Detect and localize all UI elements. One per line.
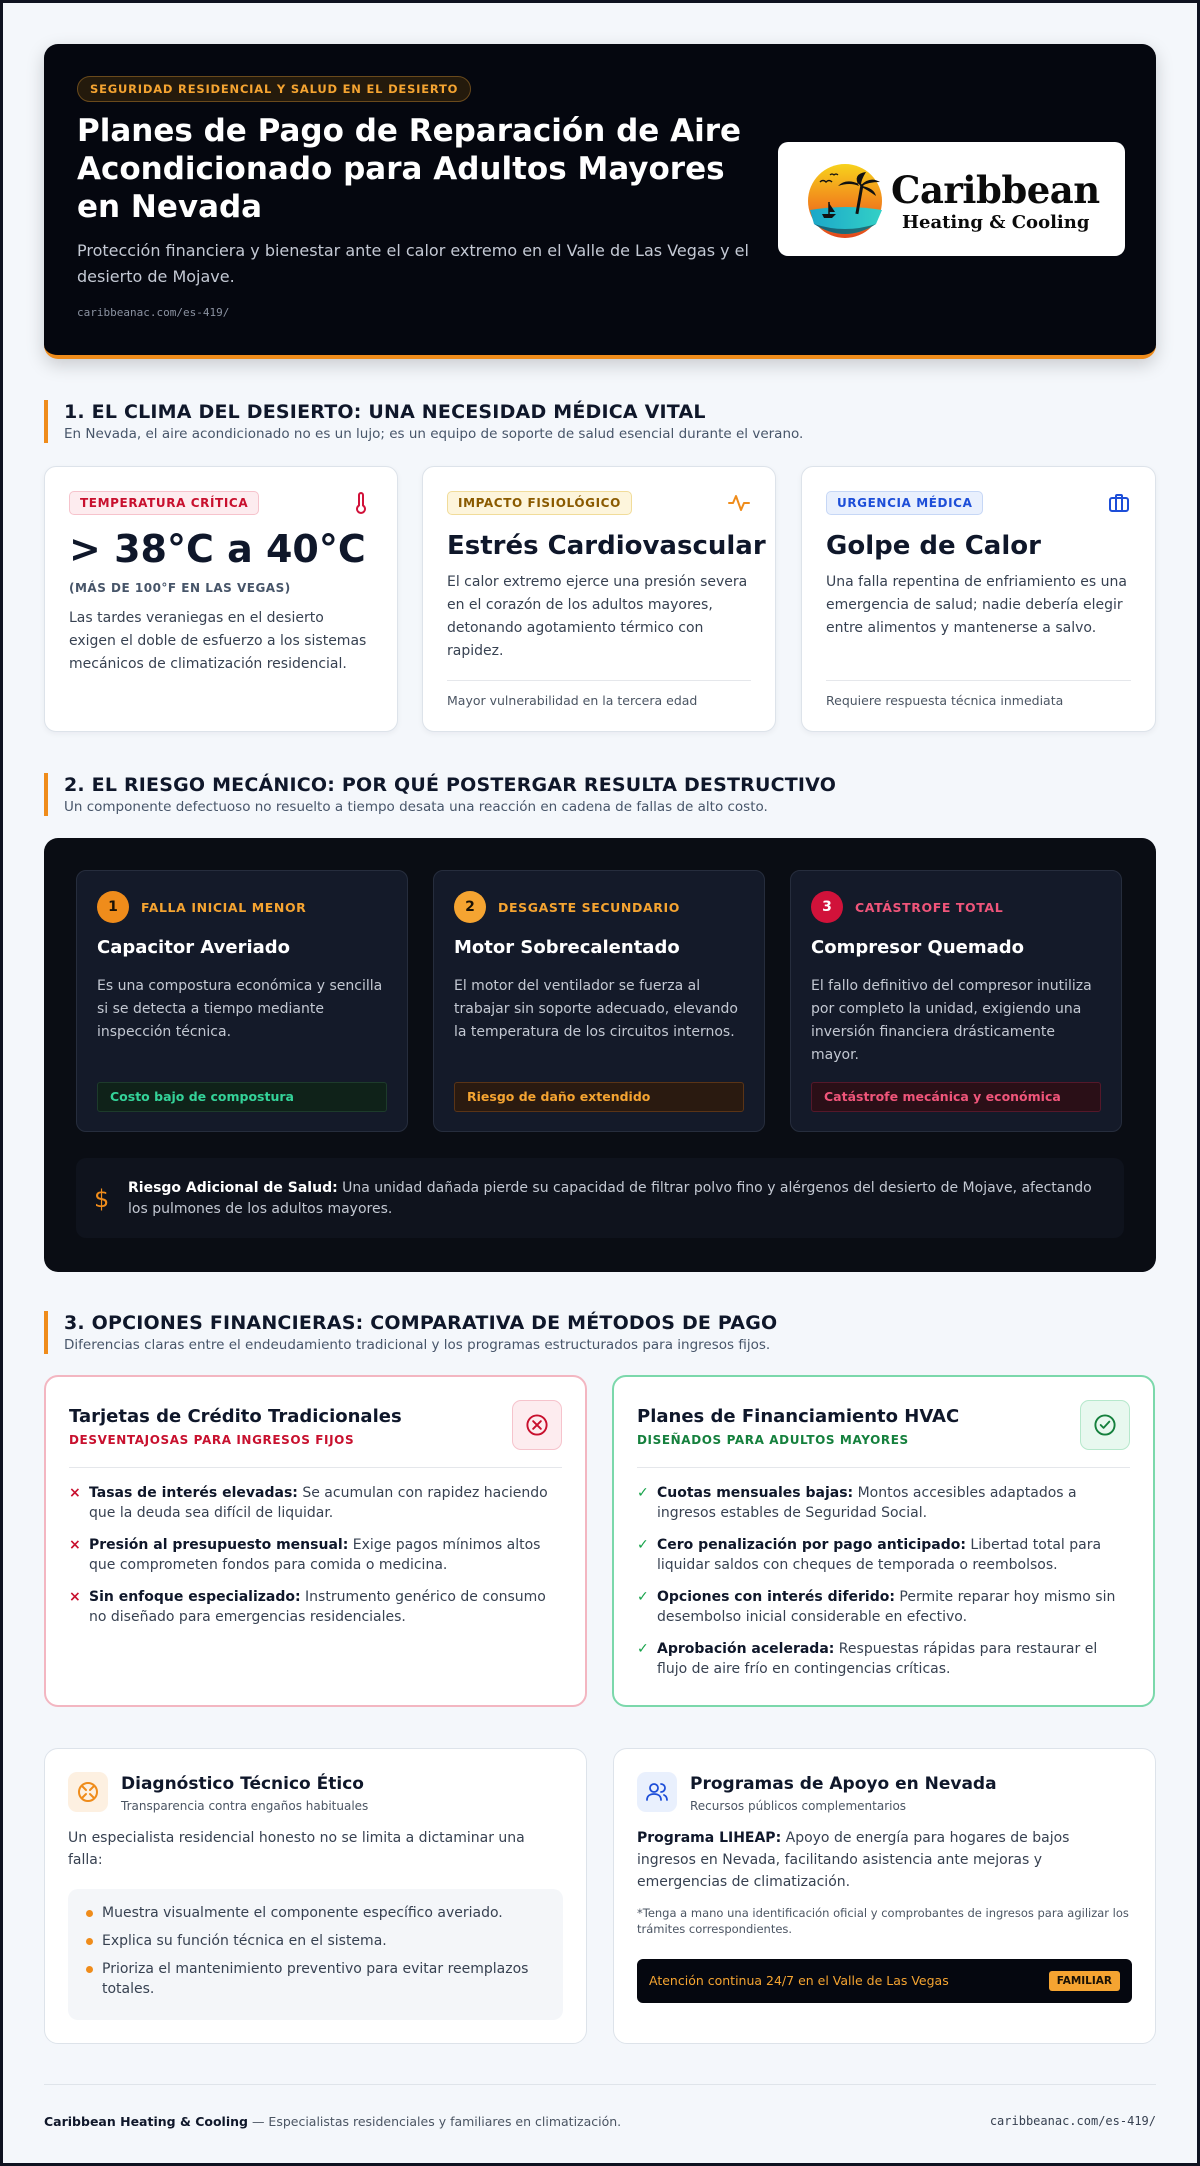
dollar-icon: $ xyxy=(94,1185,110,1213)
ethical-diagnosis-card xyxy=(44,1748,587,2044)
list-item: Prioriza el mantenimiento preventivo para evitar reemplazos totales. xyxy=(86,1959,545,1999)
step-heading: Capacitor Averiado xyxy=(97,937,291,958)
check-circle-icon xyxy=(1080,1400,1130,1450)
step-card-2 xyxy=(433,870,765,1132)
logo-tagline: Heating & Cooling xyxy=(902,212,1090,233)
section-title: 1. EL CLIMA DEL DESIERTO: UNA NECESIDAD MÉDICA VITAL xyxy=(64,401,706,423)
x-circle-icon xyxy=(512,1400,562,1450)
check-icon: ✓ xyxy=(637,1537,649,1553)
thermometer-icon xyxy=(349,491,373,515)
temperature-note: (MÁS DE 100°F EN LAS VEGAS) xyxy=(69,581,291,595)
card-text: Una falla repentina de enfriamiento es una emergencia de salud; nadie debería elegir entre alimentos y mantenerse a salvo. xyxy=(826,574,1127,636)
liheap-body: Apoyo de energía para hogares de bajos ingresos en Nevada, facilitando asistencia ante mejoras y emergencias de climatización. xyxy=(637,1830,1070,1890)
list-item xyxy=(637,1535,1127,1575)
step-text: Es una compostura económica y sencilla si se detecta a tiempo mediante inspección técnica. xyxy=(97,978,383,1040)
page-title: Planes de Pago de Reparación de Aire Acondicionado para Adultos Mayores en Nevada xyxy=(77,113,742,225)
footer-credit xyxy=(44,2114,621,2129)
list-item xyxy=(69,1535,559,1575)
comparison-subtitle: DISEÑADOS PARA ADULTOS MAYORES xyxy=(637,1433,909,1447)
item-label: Cuotas mensuales bajas: xyxy=(657,1485,854,1501)
briefcase-icon xyxy=(1107,491,1131,515)
page-subtitle: Protección financiera y bienestar ante el calor extremo en el Valle de Las Vegas y el desierto de Mojave. xyxy=(77,241,749,286)
step-tag: Catástrofe mecánica y económica xyxy=(811,1082,1101,1112)
list-item: Muestra visualmente el componente específico averiado. xyxy=(86,1903,545,1923)
step-tag: Riesgo de daño extendido xyxy=(454,1082,744,1112)
step-text: El fallo definitivo del compresor inutiliza por completo la unidad, exigiendo una inversión financiera drásticamente mayor. xyxy=(811,978,1092,1063)
support-banner-text: Atención continua 24/7 en el Valle de Las Vegas xyxy=(649,1973,949,1988)
item-label: Sin enfoque especializado: xyxy=(89,1589,301,1605)
step-number: 3 xyxy=(811,891,843,923)
check-icon: ✓ xyxy=(637,1485,649,1501)
company-logo xyxy=(778,142,1125,256)
card-heading: Estrés Cardiovascular xyxy=(447,531,766,561)
card-text: El calor extremo ejerce una presión severa en el corazón de los adultos mayores, detonando agotamiento térmico con rapidez. xyxy=(447,574,748,659)
health-risk-label: Riesgo Adicional de Salud: xyxy=(128,1180,338,1196)
sunset-palm-logo-icon xyxy=(806,162,884,240)
hero-badge: SEGURIDAD RESIDENCIAL Y SALUD EN EL DESIERTO xyxy=(77,76,471,102)
comparison-title: Tarjetas de Crédito Tradicionales xyxy=(69,1406,402,1427)
item-label: Tasas de interés elevadas: xyxy=(89,1485,298,1501)
support-banner xyxy=(637,1959,1132,2003)
check-icon: ✓ xyxy=(637,1589,649,1605)
step-tag: Costo bajo de compostura xyxy=(97,1082,387,1112)
section-subtitle: Un componente defectuoso no resuelto a tiempo desata una reacción en cadena de fallas de alto costo. xyxy=(64,799,768,815)
footer-divider xyxy=(44,2084,1156,2085)
section-subtitle: En Nevada, el aire acondicionado no es un lujo; es un equipo de soporte de salud esencial durante el verano. xyxy=(64,426,804,442)
temperature-stat: > 38°C a 40°C xyxy=(69,527,366,571)
step-card-1 xyxy=(76,870,408,1132)
section-subtitle: Diferencias claras entre el endeudamiento tradicional y los programas estructurados para ingresos fijos. xyxy=(64,1337,771,1353)
step-label: DESGASTE SECUNDARIO xyxy=(498,900,680,915)
requirements-note: *Tenga a mano una identificación oficial y comprobantes de ingresos para agilizar los trámites correspondientes. xyxy=(637,1906,1129,1936)
list-item xyxy=(637,1587,1127,1627)
divider xyxy=(69,1467,562,1468)
hero-banner xyxy=(44,44,1156,359)
divider xyxy=(826,680,1131,681)
item-text: Respuestas rápidas para restaurar el flujo de aire frío en contingencias críticas. xyxy=(657,1641,1098,1677)
ethics-list xyxy=(68,1889,563,2020)
section-title: 3. OPCIONES FINANCIERAS: COMPARATIVA DE MÉTODOS DE PAGO xyxy=(64,1312,778,1334)
pulse-icon xyxy=(727,491,751,515)
item-text: Montos accesibles adaptados a ingresos estables de Seguridad Social. xyxy=(657,1485,1077,1521)
list-item xyxy=(69,1483,559,1523)
risk-chain-panel xyxy=(44,838,1156,1272)
comparison-subtitle: DESVENTAJOSAS PARA INGRESOS FIJOS xyxy=(69,1433,355,1447)
step-label: CATÁSTROFE TOTAL xyxy=(855,900,1004,915)
family-badge: FAMILIAR xyxy=(1049,1971,1120,1991)
users-icon xyxy=(637,1772,677,1812)
list-item xyxy=(637,1483,1127,1523)
x-icon: × xyxy=(69,1485,81,1501)
page xyxy=(44,44,1156,2129)
step-heading: Compresor Quemado xyxy=(811,937,1025,958)
card-pill: IMPACTO FISIOLÓGICO xyxy=(447,491,632,515)
section-1-heading xyxy=(44,400,803,443)
step-label: FALLA INICIAL MENOR xyxy=(141,900,307,915)
hero-url[interactable]: caribbeanac.com/es-419/ xyxy=(77,306,230,319)
card-subtitle: Recursos públicos complementarios xyxy=(690,1799,907,1813)
x-icon: × xyxy=(69,1589,81,1605)
item-text: Instrumento genérico de consumo no diseñado para emergencias residenciales. xyxy=(89,1589,546,1625)
heatstroke-card xyxy=(801,466,1156,732)
footer-brand: Caribbean Heating & Cooling xyxy=(44,2114,248,2129)
advantages-list xyxy=(637,1483,1127,1691)
compass-icon xyxy=(68,1772,108,1812)
check-icon: ✓ xyxy=(637,1641,649,1657)
logo-wordmark: Caribbean xyxy=(891,168,1100,212)
item-text: Se acumulan con rapidez haciendo que la deuda sea difícil de liquidar. xyxy=(89,1485,548,1521)
list-item xyxy=(69,1587,559,1627)
item-label: Opciones con interés diferido: xyxy=(657,1589,895,1605)
card-heading: Golpe de Calor xyxy=(826,531,1041,561)
comparison-title: Planes de Financiamiento HVAC xyxy=(637,1406,960,1427)
card-text: Un especialista residencial honesto no se limita a dictaminar una falla: xyxy=(68,1830,525,1868)
item-text: Permite reparar hoy mismo sin desembolso inicial considerable en efectivo. xyxy=(657,1589,1116,1625)
credit-cards-comparison xyxy=(44,1375,587,1707)
disadvantages-list xyxy=(69,1483,559,1639)
step-number: 1 xyxy=(97,891,129,923)
item-text: Exige pagos mínimos altos que comprometen fondos para comida o medicina. xyxy=(89,1537,541,1573)
health-risk-callout xyxy=(76,1158,1124,1238)
step-heading: Motor Sobrecalentado xyxy=(454,937,680,958)
item-label: Cero penalización por pago anticipado: xyxy=(657,1537,966,1553)
item-label: Presión al presupuesto mensual: xyxy=(89,1537,349,1553)
card-footer: Requiere respuesta técnica inmediata xyxy=(826,693,1064,708)
card-title: Programas de Apoyo en Nevada xyxy=(690,1774,997,1794)
hvac-financing-comparison xyxy=(612,1375,1155,1707)
list-item: Explica su función técnica en el sistema. xyxy=(86,1931,545,1951)
health-risk-body: Una unidad dañada pierde su capacidad de filtrar polvo fino y alérgenos del desierto de Mojave, afectando los pulmones de los adultos mayores. xyxy=(128,1180,1092,1217)
section-title: 2. EL RIESGO MECÁNICO: POR QUÉ POSTERGAR RESULTA DESTRUCTIVO xyxy=(64,774,837,796)
card-title: Diagnóstico Técnico Ético xyxy=(121,1774,364,1794)
item-text: Libertad total para liquidar saldos con cheques de temporada o reembolsos. xyxy=(657,1537,1102,1573)
step-text: El motor del ventilador se fuerza al trabajar sin soporte adecuado, elevando la temperatura de los circuitos internos. xyxy=(454,978,738,1040)
cardiovascular-card xyxy=(422,466,776,732)
list-item xyxy=(637,1639,1127,1679)
card-pill: URGENCIA MÉDICA xyxy=(826,491,983,515)
footer-url[interactable]: caribbeanac.com/es-419/ xyxy=(989,2114,1156,2128)
x-icon: × xyxy=(69,1537,81,1553)
step-number: 2 xyxy=(454,891,486,923)
step-card-3 xyxy=(790,870,1122,1132)
card-text: Las tardes veraniegas en el desierto exigen el doble de esfuerzo a los sistemas mecánicos de climatización residencial. xyxy=(69,610,367,672)
divider xyxy=(447,680,751,681)
card-pill: TEMPERATURA CRÍTICA xyxy=(69,491,259,515)
section-2-heading xyxy=(44,773,836,816)
divider xyxy=(637,1467,1130,1468)
card-footer: Mayor vulnerabilidad en la tercera edad xyxy=(447,693,698,708)
section-3-heading xyxy=(44,1311,777,1354)
liheap-text xyxy=(637,1827,1117,1893)
footer-tagline: — Especialistas residenciales y familiares en climatización. xyxy=(247,2114,622,2129)
card-subtitle: Transparencia contra engaños habituales xyxy=(121,1799,369,1813)
health-risk-text xyxy=(128,1178,1103,1220)
item-label: Aprobación acelerada: xyxy=(657,1641,835,1657)
temperature-card xyxy=(44,466,398,732)
liheap-label: Programa LIHEAP: xyxy=(637,1830,782,1846)
nevada-programs-card xyxy=(613,1748,1156,2044)
